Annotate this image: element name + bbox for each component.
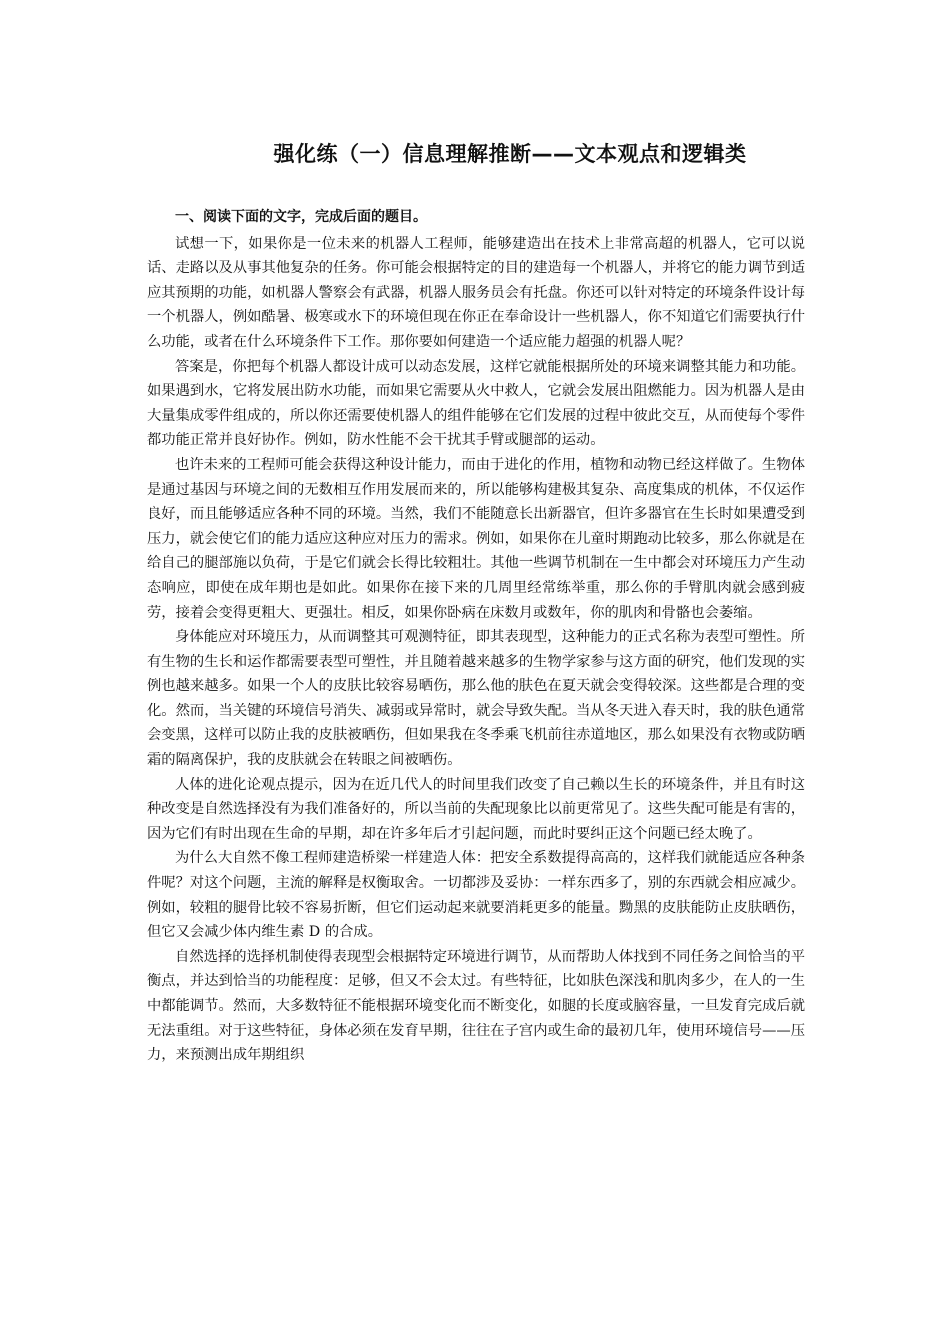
paragraph: 人体的进化论观点提示，因为在近几代人的时间里我们改变了自己赖以生长的环境条件，并且有时这种改变是自然选择没有为我们准备好的，所以当前的失配现象比以前更常见了。这些失配可能是有害的，因为它们有时出现在生命的早期，却在许多年后才引起问题，而此时要纠正这个问题已经太晚了。 xyxy=(147,776,805,842)
paragraph: 自然选择的选择机制使得表现型会根据特定环境进行调节，从而帮助人体找到不同任务之间恰当的平衡点，并达到恰当的功能程度：足够，但又不会太过。有些特征，比如肤色深浅和肌肉多少，在人的一生中都能调节。然而，大多数特征不能根据环境变化而不断变化，如腿的长度或脑容量，一旦发育完成后就无法重组。对于这些特征，身体必须在发育早期，往往在子宫内或生命的最初几年，使用环境信号——压力，来预测出成年期组织 xyxy=(147,948,805,1064)
paragraph: 为什么大自然不像工程师建造桥梁一样建造人体：把安全系数提得高高的，这样我们就能适应各种条件呢？对这个问题，主流的解释是权衡取舍。一切都涉及妥协：一样东西多了，别的东西就会相应减少。例如，较粗的腿骨比较不容易折断，但它们运动起来就要消耗更多的能量。黝黑的皮肤能防止皮肤晒伤，但它又会减少体内维生素 D 的合成。 xyxy=(147,850,805,941)
paragraph: 答案是，你把每个机器人都设计成可以动态发展，这样它就能根据所处的环境来调整其能力和功能。如果遇到水，它将发展出防水功能，而如果它需要从火中救人，它就会发展出阻燃能力。因为机器人是由大量集成零件组成的，所以你还需要使机器人的组件能够在它们发展的过程中彼此交互，从而使每个零件都功能正常并良好协作。例如，防水性能不会干扰其手臂或腿部的运动。 xyxy=(147,358,805,449)
paragraph: 身体能应对环境压力，从而调整其可观测特征，即其表现型，这种能力的正式名称为表型可塑性。所有生物的生长和运作都需要表型可塑性，并且随着越来越多的生物学家参与这方面的研究，他们发现的实例也越来越多。如果一个人的皮肤比较容易晒伤，那么他的肤色在夏天就会变得较深。这些都是合理的变化。然而，当关键的环境信号消失、减弱或异常时，就会导致失配。当从冬天进入春天时，我的肤色通常会变黑，这样可以防止我的皮肤被晒伤，但如果我在冬季乘飞机前往赤道地区，那么如果没有衣物或防晒霜的隔离保护，我的皮肤就会在转眼之间被晒伤。 xyxy=(147,629,805,769)
section-heading: 一、阅读下面的文字，完成后面的题目。 xyxy=(175,209,427,225)
paragraph: 试想一下，如果你是一位未来的机器人工程师，能够建造出在技术上非常高超的机器人，它可以说话、走路以及从事其他复杂的任务。你可能会根据特定的目的建造每一个机器人，并将它的能力调节到适应其预期的功能，如机器人警察会有武器，机器人服务员会有托盘。你还可以针对特定的环境条件设计每一个机器人，例如酷暑、极寒或水下的环境但现在你正在奉命设计一些机器人，你不知道它们需要执行什么功能，或者在什么环境条件下工作。那你要如何建造一个适应能力超强的机器人呢？ xyxy=(147,235,805,350)
paragraph: 也许未来的工程师可能会获得这种设计能力，而由于进化的作用，植物和动物已经这样做了。生物体是通过基因与环境之间的无数相互作用发展而来的，所以能够构建极其复杂、高度集成的机体，不仅运作良好，而且能够适应各种不同的环境。当然，我们不能随意长出新器官，但许多器官在生长时如果遭受到压力，就会使它们的能力适应这种应对压力的需求。例如，如果你在儿童时期跑动比较多，那么你就是在给自己的腿部施以负荷，于是它们就会长得比较粗壮。其他一些调节机制在一生中都会对环境压力产生动态响应，即使在成年期也是如此。如果你在接下来的几周里经常练举重，那么你的手臂肌肉就会感到疲劳，接着会变得更粗大、更强壮。相反，如果你卧病在床数月或数年，你的肌肉和骨骼也会萎缩。 xyxy=(147,456,805,621)
page-title: 强化练（一）信息理解推断——文本观点和逻辑类 xyxy=(273,142,747,166)
article-body xyxy=(147,205,805,1068)
